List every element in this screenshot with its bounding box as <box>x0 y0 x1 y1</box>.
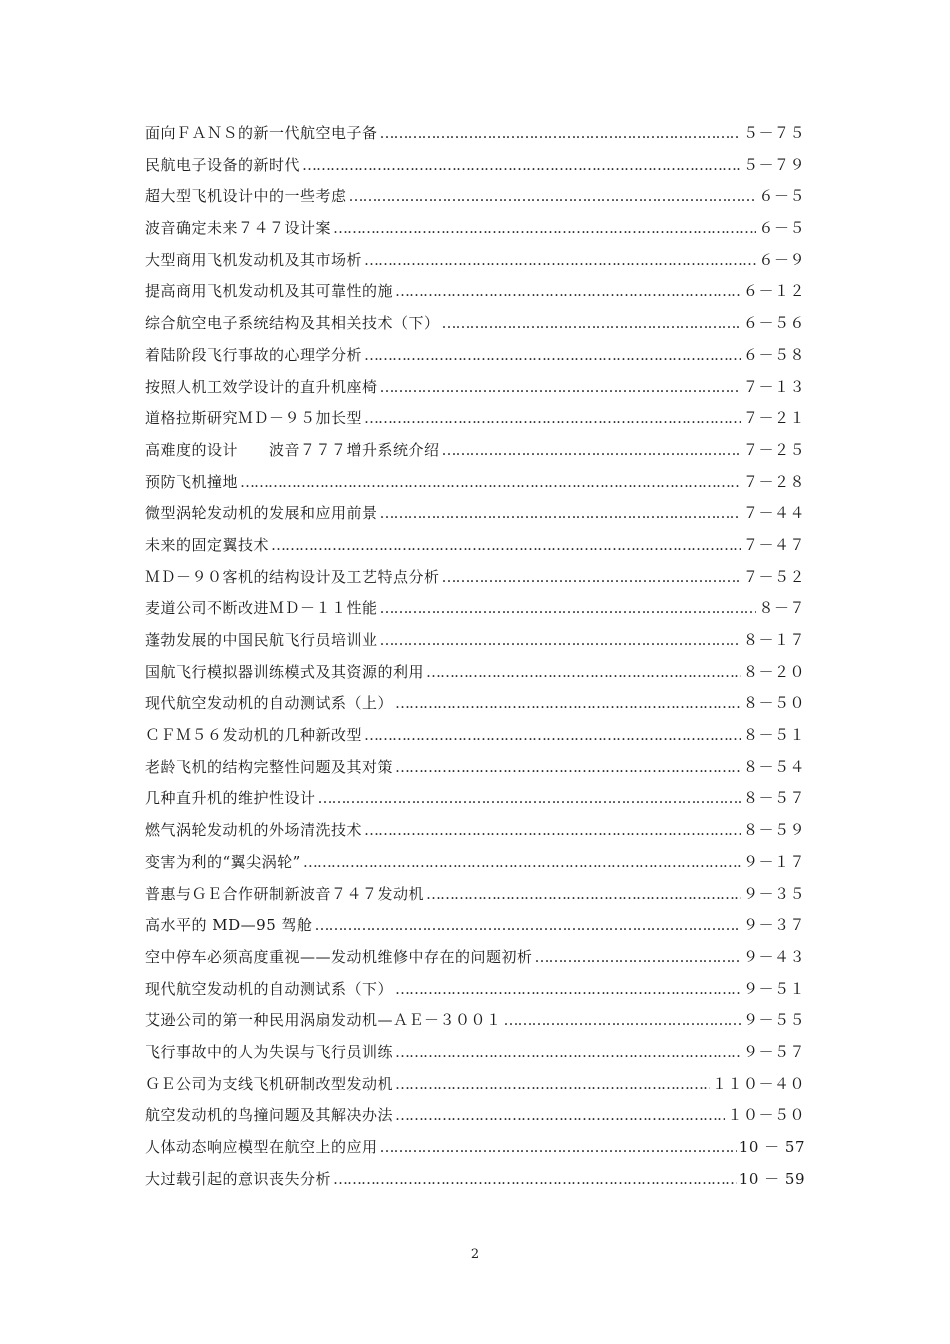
toc-entry-title: 大型商用飞机发动机及其市场析 <box>145 250 363 269</box>
toc-dot-leader <box>504 1011 741 1029</box>
toc-entry-title: 普惠与ＧＥ合作研制新波音７４７发动机 <box>145 884 425 903</box>
toc-entry-page: ６－５６ <box>742 314 805 333</box>
toc-dot-leader <box>333 219 756 237</box>
toc-entry <box>145 280 805 312</box>
toc-entry-page: ７－２５ <box>742 440 805 459</box>
toc-entry-title: 大过载引起的意识丧失分析 <box>145 1169 332 1188</box>
toc-dot-leader <box>240 473 741 491</box>
toc-entry-title: 提高商用飞机发动机及其可靠性的施 <box>145 282 394 301</box>
toc-entry-title: 道格拉斯研究ＭＤ－９５加长型 <box>145 409 363 428</box>
toc-dot-leader <box>395 980 741 998</box>
toc-entry-page: ６－９ <box>758 250 805 269</box>
toc-entry-title: 着陆阶段飞行事故的心理学分析 <box>145 345 363 364</box>
toc-entry-page: ７－５２ <box>742 567 805 586</box>
toc-entry-page: ９－５７ <box>742 1042 805 1061</box>
toc-entry-page: ７－１３ <box>742 377 805 396</box>
toc-entry-page: ８－２０ <box>742 662 805 681</box>
toc-entry-page: ９－３７ <box>742 916 805 935</box>
toc-entry <box>145 756 805 788</box>
toc-entry-page: ９－３５ <box>742 884 805 903</box>
toc-entry-title: 波音确定未来７４７设计案 <box>145 219 332 238</box>
toc-entry-title: 现代航空发动机的自动测试系（上） <box>145 694 394 713</box>
toc-entry-page: ８－５１ <box>742 726 805 745</box>
toc-entry-page: ７－２８ <box>742 472 805 491</box>
page-number: 2 <box>470 1247 480 1262</box>
toc-dot-leader <box>380 599 757 617</box>
toc-dot-leader <box>395 282 741 300</box>
toc-entry-title: 变害为利的“翼尖涡轮” <box>145 852 301 871</box>
toc-entry-page: ９－１７ <box>742 852 805 871</box>
toc-entry-title: 高难度的设计 波音７７７增升系统介绍 <box>145 440 440 459</box>
toc-entry <box>145 978 805 1010</box>
toc-dot-leader <box>271 536 741 554</box>
toc-entry-page: ６－１２ <box>742 282 805 301</box>
toc-entry-page: ５－７５ <box>742 124 805 142</box>
toc-entry-title: 未来的固定翼技术 <box>145 535 270 554</box>
toc-entry-title: 燃气涡轮发动机的外场清洗技术 <box>145 821 363 840</box>
toc-entry-title: 按照人机工效学设计的直升机座椅 <box>145 377 378 396</box>
toc-entry <box>145 851 805 883</box>
toc-entry <box>145 439 805 471</box>
toc-entry-title: 现代航空发动机的自动测试系（下） <box>145 979 394 998</box>
toc-dot-leader <box>364 251 756 269</box>
toc-entry <box>145 185 805 217</box>
toc-entry <box>145 249 805 281</box>
toc-entry <box>145 787 805 819</box>
toc-entry-title: 麦道公司不断改进ＭＤ－１１性能 <box>145 599 378 618</box>
toc-dot-leader <box>395 694 741 712</box>
toc-entry-title: 超大型飞机设计中的一些考虑 <box>145 187 347 206</box>
toc-dot-leader <box>364 346 741 364</box>
toc-entry-page: ６－５ <box>758 219 805 238</box>
toc-dot-leader <box>380 504 741 522</box>
toc-dot-leader <box>395 1043 741 1061</box>
toc-entry-page: ８－５９ <box>742 821 805 840</box>
toc-entry-page: ８－７ <box>758 599 805 618</box>
toc-entry <box>145 344 805 376</box>
toc-entry-title: 老龄飞机的结构完整性问题及其对策 <box>145 757 394 776</box>
toc-entry-title: 航空发动机的鸟撞问题及其解决办法 <box>145 1106 394 1125</box>
toc-entry-title: 综合航空电子系统结构及其相关技术（下） <box>145 314 440 333</box>
toc-dot-leader <box>395 1106 725 1124</box>
toc-entry <box>145 566 805 598</box>
toc-dot-leader <box>380 378 741 396</box>
toc-entry-page: 10 － 59 <box>738 1169 805 1188</box>
toc-entry-page: 10 － 57 <box>738 1138 805 1156</box>
toc-dot-leader <box>349 187 757 205</box>
toc-dot-leader <box>333 1170 737 1188</box>
toc-entry <box>145 1073 805 1105</box>
toc-entry-page: ９－５５ <box>742 1011 805 1030</box>
toc-entry-title: 面向ＦＡＮＳ的新一代航空电子备 <box>145 124 378 142</box>
toc-entry <box>145 312 805 344</box>
toc-dot-leader <box>364 409 741 427</box>
toc-entry-page: ８－５０ <box>742 694 805 713</box>
toc-entry <box>145 914 805 946</box>
toc-entry-page: ７－４４ <box>742 504 805 523</box>
toc-entry-title: 蓬勃发展的中国民航飞行员培训业 <box>145 631 378 649</box>
toc-entry-page: １０－５０ <box>727 1106 805 1125</box>
toc-entry-page: ６－５ <box>758 187 805 206</box>
toc-dot-leader <box>442 314 741 332</box>
toc-entry <box>145 122 805 154</box>
toc-entry-title: 空中停车必须高度重视——发动机维修中存在的问题初析 <box>145 947 533 966</box>
toc-entry-title: 飞行事故中的人为失误与飞行员训练 <box>145 1042 394 1061</box>
toc-entry-page: ８－１７ <box>742 631 805 649</box>
toc-entry-title: 几种直升机的维护性设计 <box>145 789 316 808</box>
toc-dot-leader <box>318 789 741 807</box>
toc-entry <box>145 534 805 566</box>
toc-entry <box>145 1168 805 1200</box>
toc-entry <box>145 502 805 534</box>
toc-entry-title: 国航飞行模拟器训练模式及其资源的利用 <box>145 662 425 681</box>
toc-dot-leader <box>364 821 741 839</box>
toc-entry <box>145 724 805 756</box>
toc-entry <box>145 597 805 629</box>
toc-entry <box>145 629 805 661</box>
toc-dot-leader <box>302 156 741 174</box>
toc-entry-title: 高水平的 MD—95 驾舱 <box>145 916 313 935</box>
toc-entry-page: ８－５７ <box>742 789 805 808</box>
toc-dot-leader <box>426 885 741 903</box>
toc-entry <box>145 471 805 503</box>
toc-entry <box>145 1136 805 1168</box>
toc-entry-page: ９－４３ <box>742 947 805 966</box>
toc-entry-page: ８－５４ <box>742 757 805 776</box>
toc-entry-page: ７－２１ <box>742 409 805 428</box>
toc-entry <box>145 661 805 693</box>
toc-entry <box>145 1104 805 1136</box>
toc-dot-leader <box>380 124 741 142</box>
toc-entry <box>145 1009 805 1041</box>
toc-entry-page: ５－７９ <box>742 155 805 174</box>
toc-dot-leader <box>442 441 741 459</box>
toc-entry <box>145 407 805 439</box>
toc-entry-title: 艾逊公司的第一种民用涡扇发动机—ＡＥ－３００１ <box>145 1011 502 1030</box>
toc-entry-page: ９－５１ <box>742 979 805 998</box>
toc-dot-leader <box>380 631 741 649</box>
toc-entry <box>145 692 805 724</box>
toc-entry-title: ＭＤ－９０客机的结构设计及工艺特点分析 <box>145 567 440 586</box>
toc-entry-title: 预防飞机撞地 <box>145 472 239 491</box>
toc-entry <box>145 819 805 851</box>
toc-dot-leader <box>315 916 741 934</box>
toc-entry-title: 微型涡轮发动机的发展和应用前景 <box>145 504 378 523</box>
toc-dot-leader <box>303 853 741 871</box>
toc-dot-leader <box>395 1075 710 1093</box>
toc-dot-leader <box>442 568 741 586</box>
toc-entry <box>145 1041 805 1073</box>
toc-entry <box>145 883 805 915</box>
toc-entry <box>145 946 805 978</box>
toc-entry-title: ＣＦＭ５６发动机的几种新改型 <box>145 726 363 745</box>
toc-entry-page: １１０－４０ <box>711 1074 805 1093</box>
toc-entry <box>145 376 805 408</box>
toc-dot-leader <box>380 1138 737 1156</box>
toc-dot-leader <box>364 726 741 744</box>
toc-entry-title: 人体动态响应模型在航空上的应用 <box>145 1138 378 1156</box>
toc-entry <box>145 154 805 186</box>
toc-entry-title: 民航电子设备的新时代 <box>145 155 301 174</box>
toc-dot-leader <box>535 948 741 966</box>
toc-dot-leader <box>426 663 741 681</box>
table-of-contents <box>145 122 805 1199</box>
toc-entry <box>145 217 805 249</box>
toc-entry-title: ＧＥ公司为支线飞机研制改型发动机 <box>145 1074 394 1093</box>
toc-dot-leader <box>395 758 741 776</box>
toc-entry-page: ６－５８ <box>742 345 805 364</box>
toc-entry-page: ７－４７ <box>742 535 805 554</box>
